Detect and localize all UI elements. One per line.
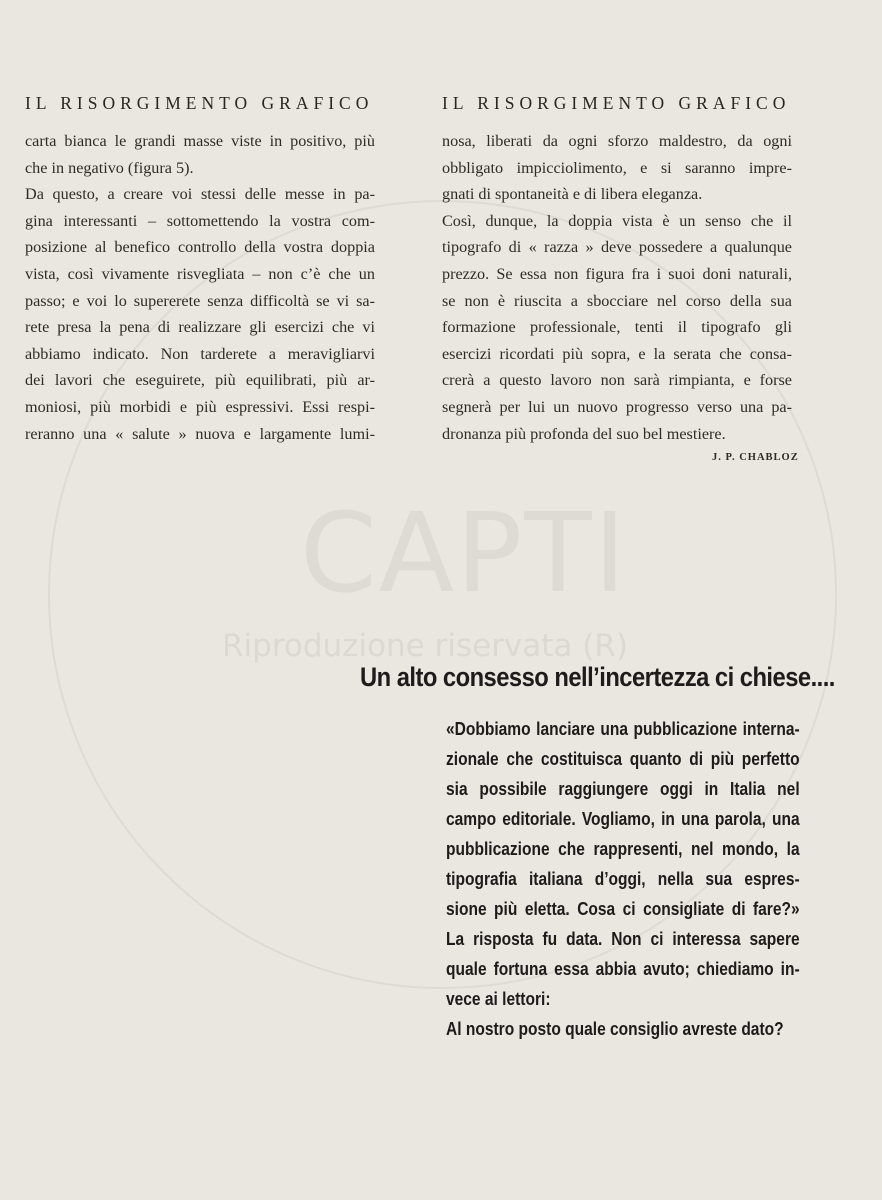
text-line: moniosi, più morbidi e più espressivi. Essi respi- xyxy=(25,397,375,416)
quote-line: pubblicazione che rappresenti, nel mondo, la xyxy=(446,838,800,859)
text-line: Così, dunque, la doppia vista è un senso che il xyxy=(442,211,792,230)
quote-line: zionale che costituisca quanto di più perfetto xyxy=(446,748,800,769)
text-line: formazione professionale, tenti il tipografo gli xyxy=(442,318,792,337)
watermark-logo: CAPTI xyxy=(300,489,629,617)
text-line: prezzo. Se essa non figura fra i suoi doni naturali, xyxy=(442,264,792,283)
text-line: vista, così vivamente risvegliata – non c’è che un xyxy=(25,264,375,283)
text-line: gina interessanti – sottomettendo la vostra com- xyxy=(25,211,375,230)
watermark-caption: Riproduzione riservata (R) xyxy=(222,628,629,664)
quote-block xyxy=(446,714,800,1044)
quote-line: campo editoriale. Vogliamo, in una parola, una xyxy=(446,808,800,829)
text-line: nosa, liberati da ogni sforzo maldestro, da ogni xyxy=(442,132,792,150)
text-line: se non è riuscita a sbocciare nel corso della sua xyxy=(442,291,792,310)
text-line: passo; e voi lo supererete senza difficoltà se vi sa- xyxy=(25,291,375,310)
text-line: dronanza più profonda del suo bel mestiere. xyxy=(442,424,726,443)
right-text-column xyxy=(442,128,792,447)
text-line: crerà a questo lavoro non sarà rimpianta, e forse xyxy=(442,371,792,390)
text-line: rete presa la pena di realizzare gli esercizi che vi xyxy=(25,318,375,337)
quote-line: vece ai lettori: xyxy=(446,988,551,1009)
left-text-column xyxy=(25,128,375,447)
text-line: segnerà per lui un nuovo progresso verso una pa- xyxy=(442,397,792,416)
text-line: obbligato impicciolimento, e si saranno impre- xyxy=(442,158,792,177)
text-line: posizione al benefico controllo della vostra doppia xyxy=(25,238,375,257)
text-line: gnati di spontaneità e di libera eleganza. xyxy=(442,185,703,204)
running-head-left: IL RISORGIMENTO GRAFICO xyxy=(25,93,374,113)
text-line: tipografo di « razza » deve possedere a qualunque xyxy=(442,238,792,257)
text-line: abbiamo indicato. Non tarderete a meravigliarvi xyxy=(25,344,375,363)
quote-line: Al nostro posto quale consiglio avreste dato? xyxy=(446,1018,784,1039)
text-line: esercizi ricordati più sopra, e la serata che consa- xyxy=(442,344,792,363)
running-head-right: IL RISORGIMENTO GRAFICO xyxy=(442,93,791,113)
text-line: dei lavori che eseguirete, più equilibrati, più ar- xyxy=(25,371,375,390)
author-signature: J. P. CHABLOZ xyxy=(712,452,799,463)
quote-line: sione più eletta. Cosa ci consigliate di fare?» xyxy=(446,898,800,919)
headline: Un alto consesso nell’incertezza ci chiese.... xyxy=(360,662,835,692)
quote-line: La risposta fu data. Non ci interessa sapere xyxy=(446,928,800,949)
text-line: carta bianca le grandi masse viste in positivo, più xyxy=(25,132,375,150)
quote-line: sia possibile raggiungere oggi in Italia nel xyxy=(446,778,800,799)
quote-line: «Dobbiamo lanciare una pubblicazione interna- xyxy=(446,718,800,739)
quote-line: tipografia italiana d’oggi, nella sua espres- xyxy=(446,868,800,889)
text-line: reranno una « salute » nuova e largamente lumi- xyxy=(25,424,375,443)
text-line: che in negativo (figura 5). xyxy=(25,158,194,177)
quote-line: quale fortuna essa abbia avuto; chiediamo in- xyxy=(446,958,800,979)
text-line: Da questo, a creare voi stessi delle messe in pa- xyxy=(25,185,375,204)
